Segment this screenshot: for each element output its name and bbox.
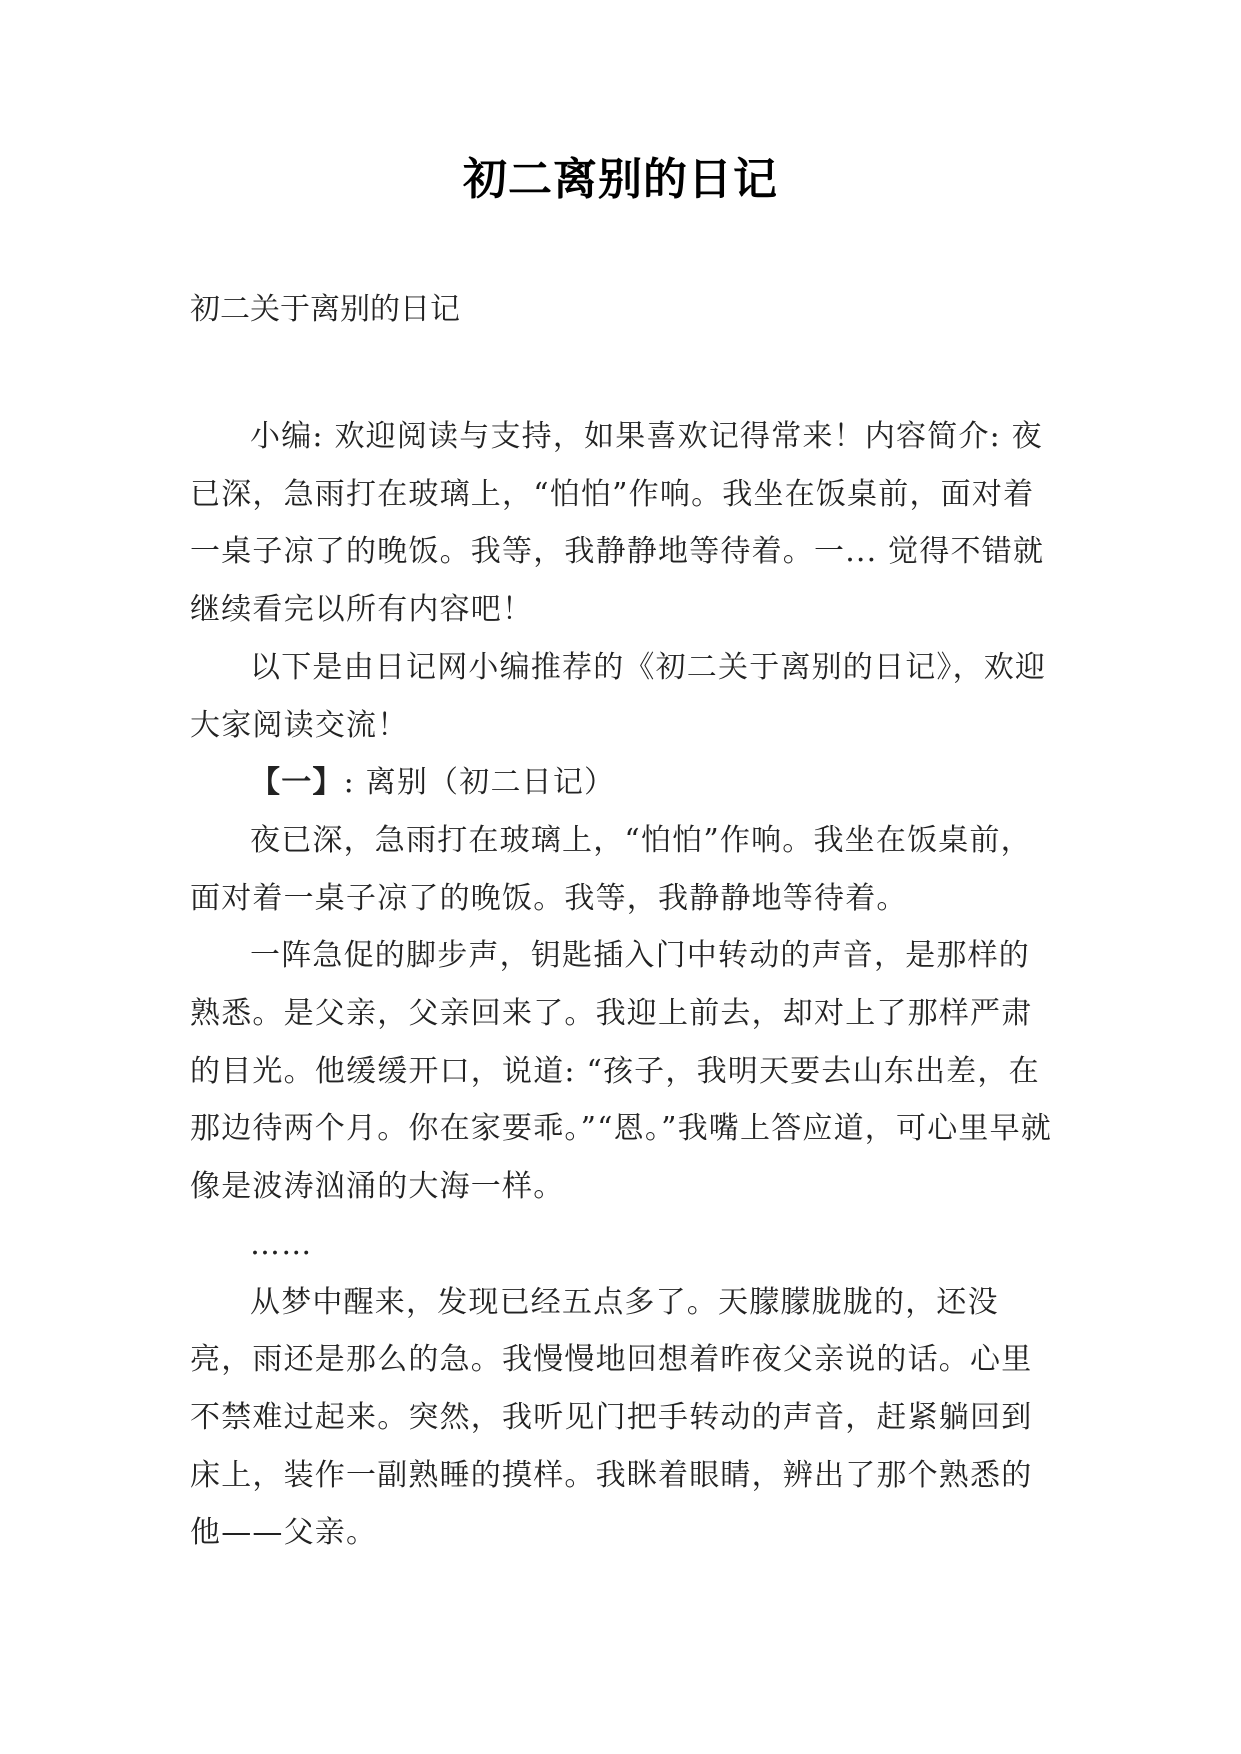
section-heading: [190, 754, 1052, 812]
section-marker: 【一】: [250, 765, 344, 801]
document-subtitle: 初二关于离别的日记: [190, 292, 460, 327]
recommendation-paragraph: 以下是由日记网小编推荐的《初二关于离别的日记》，欢迎大家阅读交流！: [190, 649, 1047, 743]
story-paragraph: 从梦中醒来，发现已经五点多了。天朦朦胧胧的，还没亮，雨还是那么的急。我慢慢地回想着昨夜父亲说的话。心里不禁难过起来。突然，我听见门把手转动的声音，赶紧躺回到床上，装作一副熟睡的摸样。我眯着眼睛，辨出了那个熟悉的他——父亲。: [190, 1284, 1033, 1551]
story-paragraph: 一阵急促的脚步声，钥匙插入门中转动的声音，是那样的熟悉。是父亲，父亲回来了。我迎上前去，却对上了那样严肃的目光。他缓缓开口，说道: “孩子，我明天要去山东出差，在那边待两个月。你在家要乖。”“恩。”我嘴上答应道，可心里早就像是波涛汹涌的大海一样。: [190, 938, 1053, 1205]
document-title: 初二离别的日记: [463, 154, 778, 205]
intro-paragraph: 小编: 欢迎阅读与支持，如果喜欢记得常来！内容简介: 夜已深，急雨打在玻璃上，“怕怕”作响。我坐在饭桌前，面对着一桌子凉了的晚饭。我等，我静静地等待着。一... 觉得不错就继续看完以所有内容吧！: [190, 419, 1045, 628]
section-label: : 离别（初二日记）: [343, 765, 616, 801]
document-body: [190, 408, 1052, 1562]
ellipsis-line: ……: [250, 1226, 313, 1262]
story-paragraph: 夜已深，急雨打在玻璃上，“怕怕”作响。我坐在饭桌前，面对着一桌子凉了的晚饭。我等，我静静地等待着。: [190, 822, 1032, 916]
